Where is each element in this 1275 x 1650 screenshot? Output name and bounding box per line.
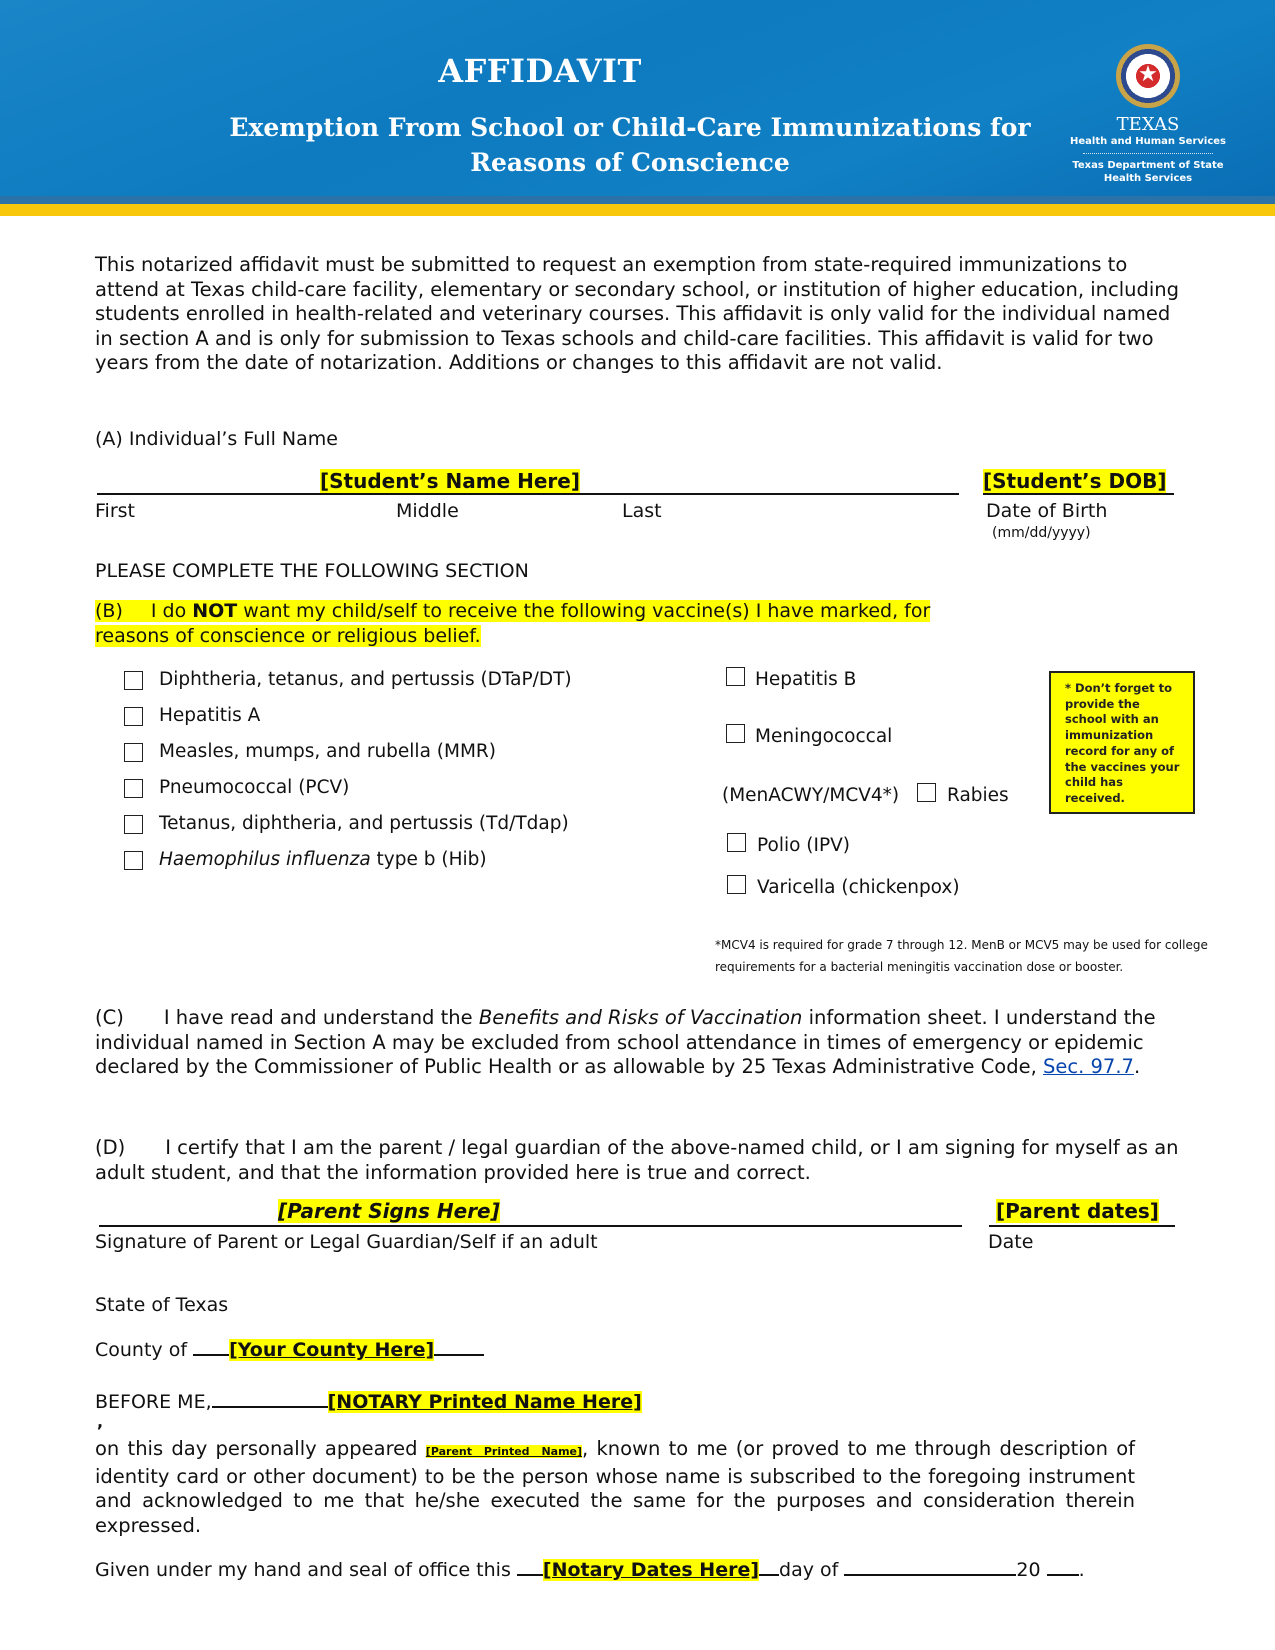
checkbox-hepatitis-b[interactable] [726, 667, 745, 686]
appeared-paragraph: on this day personally appeared [Parent Printed Name], known to me (or proved to me through description of identity card or other document) to be the person whose name is subscribed to the foregoing instrument and acknowledged to me that he/she executed the same for the purposes and consideration therein expressed. [95, 1437, 1135, 1537]
label-date: Date [988, 1231, 1034, 1253]
label-last: Last [622, 500, 662, 522]
document-subtitle [200, 110, 1060, 180]
intro-paragraph: This notarized affidavit must be submitted to request an exemption from state-required immunizations to attend at Texas child-care facility, elementary or secondary school, or institution of higher education, including students enrolled in health-related and veterinary courses. This affidavit is only valid for the individual named in section A and is only for submission to Texas schools and child-care facilities. This affidavit is valid for two years from the date of notarization. Additions or changes to this affidavit are not valid. [95, 253, 1180, 374]
document-title: AFFIDAVIT [438, 52, 642, 90]
parent-printed-name-field[interactable]: [Parent Printed Name] [425, 1445, 583, 1458]
parent-date-underline [989, 1225, 1175, 1227]
vaccine-label-mmr: Measles, mumps, and rubella (MMR) [159, 741, 497, 762]
footnote-line-1: *MCV4 is required for grade 7 through 12. MenB or MCV5 may be used for college [715, 938, 1208, 952]
checkbox-polio[interactable] [727, 833, 746, 852]
section-b-line-2: reasons of conscience or religious belief. [95, 625, 481, 647]
label-middle: Middle [396, 500, 459, 522]
year-blank[interactable] [1047, 1556, 1079, 1576]
checkbox-tdap[interactable] [124, 815, 143, 834]
vaccine-label-varicella: Varicella (chickenpox) [757, 877, 960, 898]
sec-97-7-link[interactable]: Sec. 97.7 [1043, 1055, 1134, 1078]
parent-signature-field[interactable]: [Parent Signs Here] [278, 1199, 500, 1223]
signature-underline [99, 1225, 962, 1227]
notary-name-field[interactable]: [NOTARY Printed Name Here] [327, 1391, 642, 1413]
checkbox-meningococcal[interactable] [726, 724, 745, 743]
texas-hhs-logo [1068, 44, 1228, 185]
label-signature: Signature of Parent or Legal Guardian/Self if an adult [95, 1231, 598, 1253]
vaccine-label-dtap: Diphtheria, tetanus, and pertussis (DTaP/DT) [159, 669, 572, 690]
given-under-line: Given under my hand and seal of office this [Notary Dates Here] day of 20 . [95, 1556, 1085, 1581]
label-dob-format: (mm/dd/yyyy) [992, 525, 1091, 541]
student-dob-field[interactable]: [Student’s DOB] [983, 469, 1167, 493]
section-d-paragraph: (D) I certify that I am the parent / legal guardian of the above-named child, or I am signing for myself as an adult student, and that the information provided here is true and correct. [95, 1136, 1179, 1184]
checkbox-hepatitis-a[interactable] [124, 707, 143, 726]
month-blank[interactable] [844, 1556, 1016, 1576]
section-c-paragraph: (C) I have read and understand the Benefits and Risks of Vaccination information sheet. I understand the individual named in Section A may be excluded from school attendance in times of emergency or epidemic declared by the Commissioner of Public Health or as allowable by 25 Texas Administrative Code, Sec. 97.7. [95, 1006, 1156, 1078]
logo-texas: TEXAS [1116, 114, 1180, 135]
logo-divider [1083, 153, 1213, 154]
county-line: County of [Your County Here] [95, 1336, 484, 1361]
logo-dshs-1: Texas Department of State [1072, 160, 1224, 171]
before-me-line: BEFORE ME, [NOTARY Printed Name Here] [95, 1388, 642, 1413]
vaccine-label-polio: Polio (IPV) [757, 835, 850, 856]
texas-seal-star-icon: ★ [1116, 44, 1180, 108]
reminder-note: * Don’t forget to provide the school with an immunization record for any of the vaccines your child has received. [1049, 671, 1195, 814]
instruction-heading: PLEASE COMPLETE THE FOLLOWING SECTION [95, 560, 529, 582]
subtitle-line-2: Reasons of Conscience [470, 148, 790, 177]
subtitle-line-1: Exemption From School or Child-Care Immunizations for [229, 113, 1031, 142]
vaccine-label-tdap: Tetanus, diphtheria, and pertussis (Td/Tdap) [159, 813, 569, 834]
checkbox-hib[interactable] [124, 851, 143, 870]
section-a-heading: (A) Individual’s Full Name [95, 428, 338, 450]
student-name-field[interactable]: [Student’s Name Here] [320, 469, 580, 493]
stray-comma: , [97, 1412, 104, 1431]
checkbox-rabies[interactable] [917, 783, 936, 802]
dob-underline [983, 493, 1174, 495]
header-band-dark [0, 196, 1275, 204]
logo-dshs-2: Health Services [1103, 173, 1193, 184]
county-field[interactable]: [Your County Here] [229, 1339, 435, 1361]
state-of-texas: State of Texas [95, 1294, 229, 1316]
vaccine-label-hepatitis-b: Hepatitis B [755, 669, 857, 690]
label-dob: Date of Birth [986, 500, 1108, 522]
checkbox-pcv[interactable] [124, 779, 143, 798]
checkbox-dtap[interactable] [124, 671, 143, 690]
notary-date-field[interactable]: [Notary Dates Here] [542, 1559, 760, 1581]
vaccine-label-pcv: Pneumococcal (PCV) [159, 777, 350, 798]
label-first: First [95, 500, 135, 522]
footnote-line-2: requirements for a bacterial meningitis vaccination dose or booster. [715, 960, 1124, 974]
vaccine-label-hepatitis-a: Hepatitis A [159, 705, 261, 726]
section-b-statement [95, 599, 930, 649]
vaccine-label-hib: Haemophilus influenza type b (Hib) [159, 849, 487, 870]
checkbox-mmr[interactable] [124, 743, 143, 762]
parent-date-field[interactable]: [Parent dates] [996, 1199, 1159, 1223]
header-band-gold [0, 204, 1275, 216]
checkbox-varicella[interactable] [727, 875, 746, 894]
vaccine-label-rabies: Rabies [947, 785, 1009, 806]
name-underline [97, 493, 959, 495]
vaccine-label-menacwy: (MenACWY/MCV4*) [722, 785, 900, 806]
vaccine-label-meningococcal: Meningococcal [755, 726, 893, 747]
logo-hhs: Health and Human Services [1070, 136, 1226, 147]
section-b-line-1: (B) I do NOT want my child/self to receive the following vaccine(s) I have marked, for [95, 600, 931, 622]
